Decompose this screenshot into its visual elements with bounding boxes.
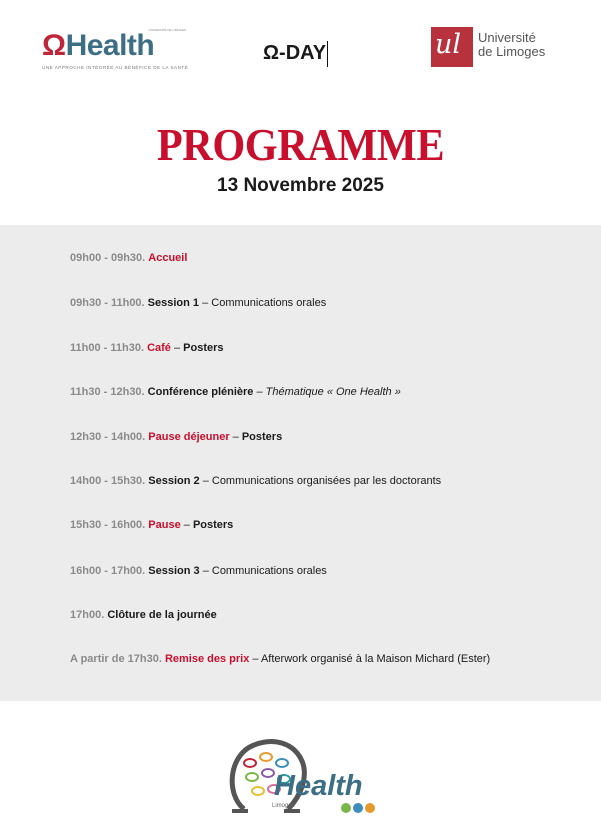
schedule-item [70,341,224,355]
schedule-item [70,608,217,622]
omega-health-logo-small-text: UNIVERSITÉ DE LIMOGES [148,28,186,32]
event-date: 13 Novembre 2025 [217,175,384,196]
schedule-item-time: 09h30 - 11h00. [70,297,145,309]
schedule-item-separator: – [170,342,184,354]
schedule-item-detail: Posters [241,431,283,443]
omega-symbol: Ω [42,29,66,62]
schedule-item [70,652,490,666]
schedule-item-time: A partir de 17h30. [70,653,162,665]
schedule-item-title: Clôture de la journée [107,609,217,621]
schedule-item-separator: – [229,431,242,443]
schedule-item-title: Session 2 [148,475,200,487]
schedule-item-detail: Thématique « One Health » [265,386,401,398]
schedule-item-title: Remise des prix [164,653,250,665]
schedule-item-detail: Communications orales [211,297,327,309]
omega-health-limoges-logo [222,735,384,817]
omega-health-logo [42,28,192,73]
schedule-item-time: 16h00 - 17h00. [70,565,146,577]
schedule-panel [0,225,601,701]
schedule-item-time: 11h30 - 12h30. [70,386,145,398]
universite-limoges-mark [431,27,473,67]
universite-limoges-monogram: ul [435,29,462,60]
universite-limoges-name [478,31,545,59]
schedule-item-time: 09h00 - 09h30. [70,252,146,264]
page-title: PROGRAMME [156,119,445,170]
omega-health-logo-tagline: UNE APPROCHE INTÉGRÉE AU BÉNÉFICE DE LA SANTÉ [42,65,189,70]
schedule-item-title: Conférence plénière [147,386,254,398]
universite-limoges-line1: Université [478,30,536,45]
schedule-item-time: 15h30 - 16h00. [70,519,146,531]
schedule-item-separator: – [199,565,212,577]
schedule-item-time: 11h00 - 11h30. [70,342,144,354]
footer-logo-place: Limoges [272,803,295,809]
footer-logo-word: Health [274,770,363,802]
schedule-item-title: Session 1 [147,297,200,309]
health-word: Health [65,29,155,62]
omega-health-logo-word [42,28,154,64]
schedule-item [70,564,327,578]
schedule-item [70,474,441,488]
schedule-item-separator: – [180,519,193,531]
schedule-item-time: 14h00 - 15h30. [70,475,146,487]
schedule-item-title: Accueil [148,252,188,264]
universite-limoges-line2: de Limoges [478,44,546,59]
schedule-item [70,296,326,310]
header [0,0,601,100]
schedule-item-detail: Communications orales [211,565,327,577]
omega-health-limoges-logo-graphic [222,735,384,817]
schedule-item [70,385,401,399]
schedule-item-time: 12h30 - 14h00. [70,431,146,443]
schedule-item-title: Pause [148,519,181,531]
schedule-item-time: 17h00. [70,609,105,621]
schedule-item-separator: – [249,653,261,665]
schedule-item-title: Pause déjeuner [148,431,230,443]
schedule-item [70,251,187,265]
schedule-item-separator: – [199,297,212,309]
schedule-item [70,518,233,532]
schedule-item-detail: Afterwork organisé à la Maison Michard (Ester) [260,653,491,665]
schedule-item [70,430,282,444]
event-name: Ω-DAY [263,41,328,67]
schedule-item-separator: – [199,475,212,487]
schedule-item-title: Café [147,342,171,354]
schedule-item-detail: Posters [192,519,234,531]
schedule-item-detail: Posters [183,342,224,354]
schedule-item-title: Session 3 [148,565,200,577]
schedule-item-separator: – [253,386,266,398]
schedule-item-detail: Communications organisées par les doctorants [211,475,442,487]
